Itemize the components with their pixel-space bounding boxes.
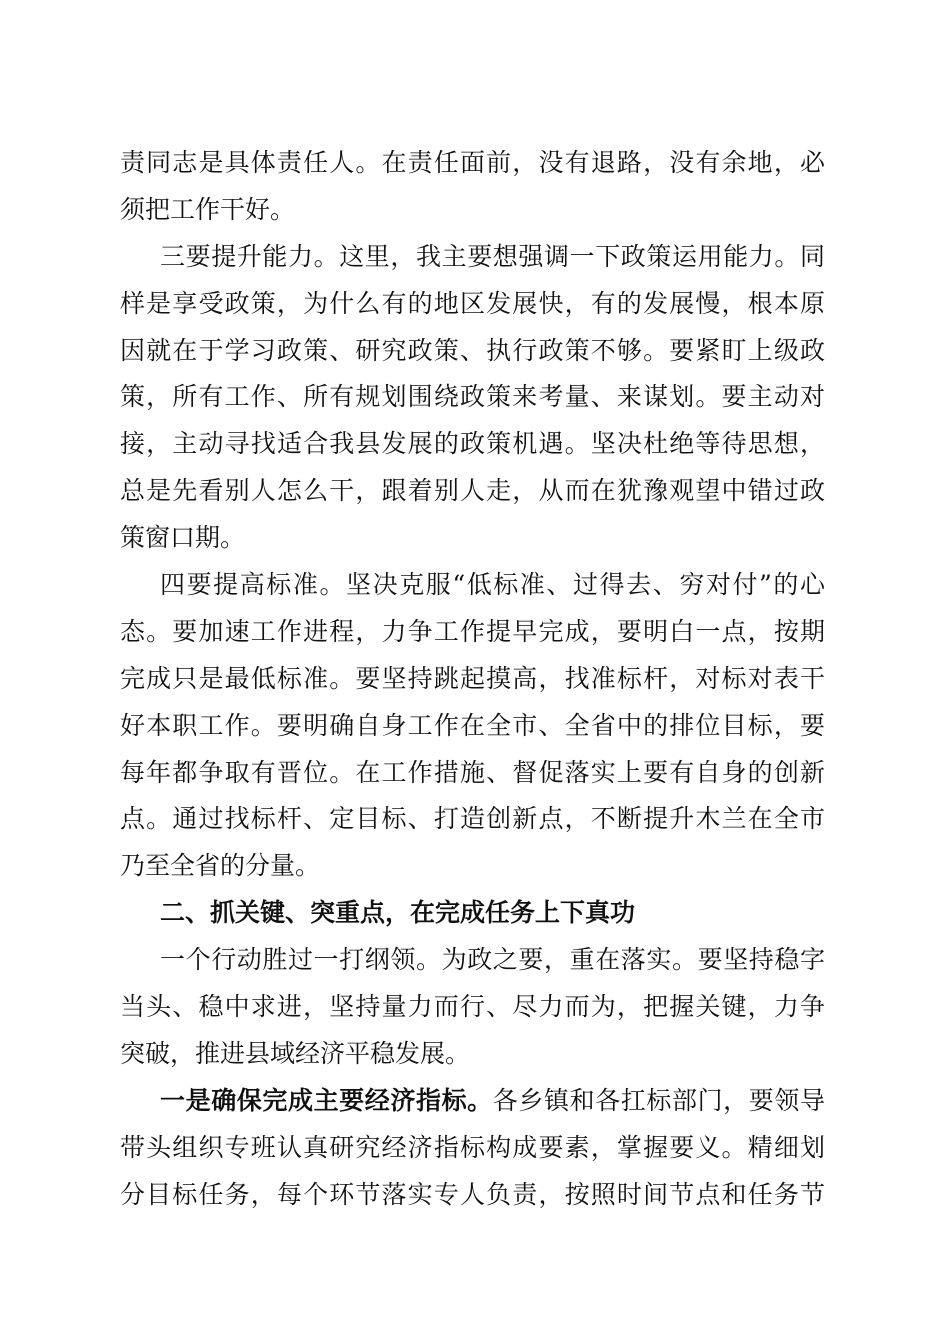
paragraph-line: 因就在于学习政策、研究政策、执行政策不够。要紧盯上级政 [120, 335, 825, 365]
section-heading: 二、抓关键、突重点，在完成任务上下真功 [160, 898, 636, 928]
paragraph-line: 带头组织专班认真研究经济指标构成要素，掌握要义。精细划 [120, 1132, 825, 1162]
paragraph-line: 样是享受政策，为什么有的地区发展快，有的发展慢，根本原 [120, 288, 825, 318]
paragraph-line: 责同志是具体责任人。在责任面前，没有退路，没有余地，必 [120, 148, 825, 177]
paragraph-line: 须把工作干好。 [120, 194, 296, 224]
paragraph-line: 四要提高标准。坚决克服“低标准、过得去、穷对付”的心 [160, 570, 825, 600]
paragraph-line: 好本职工作。要明确自身工作在全市、全省中的排位目标，要 [120, 710, 825, 740]
paragraph-line: 点。通过找标杆、定目标、打造创新点，不断提升木兰在全市 [120, 804, 825, 834]
paragraph-line: 突破，推进县域经济平稳发展。 [120, 1038, 471, 1068]
document-page [120, 140, 825, 1218]
paragraph-line: 接，主动寻找适合我县发展的政策机遇。坚决杜绝等待思想， [120, 429, 825, 459]
bold-lead-phrase: 一是确保完成主要经济指标。 [160, 1085, 493, 1115]
paragraph-line: 一个行动胜过一打纲领。为政之要，重在落实。要坚持稳字 [160, 945, 825, 975]
paragraph-line-rest: 各乡镇和各扛标部门，要领导 [492, 1085, 825, 1115]
paragraph-line: 态。要加速工作进程，力争工作提早完成，要明白一点，按期 [120, 616, 825, 646]
paragraph-line: 三要提升能力。这里，我主要想强调一下政策运用能力。同 [160, 241, 825, 271]
paragraph-line: 每年都争取有晋位。在工作措施、督促落实上要有自身的创新 [120, 757, 825, 787]
paragraph-line: 策，所有工作、所有规划围绕政策来考量、来谋划。要主动对 [120, 382, 825, 412]
paragraph-line: 分目标任务，每个环节落实专人负责，按照时间节点和任务节 [120, 1179, 825, 1209]
paragraph-line: 总是先看别人怎么干，跟着别人走，从而在犹豫观望中错过政 [120, 476, 825, 506]
paragraph-line: 当头、稳中求进，坚持量力而行、尽力而为，把握关键，力争 [120, 992, 825, 1022]
paragraph-line-with-lead [120, 1078, 825, 1125]
paragraph-line: 乃至全省的分量。 [120, 851, 321, 881]
paragraph-line: 策窗口期。 [120, 523, 246, 553]
paragraph-line: 完成只是最低标准。要坚持跳起摸高，找准标杆，对标对表干 [120, 663, 825, 693]
